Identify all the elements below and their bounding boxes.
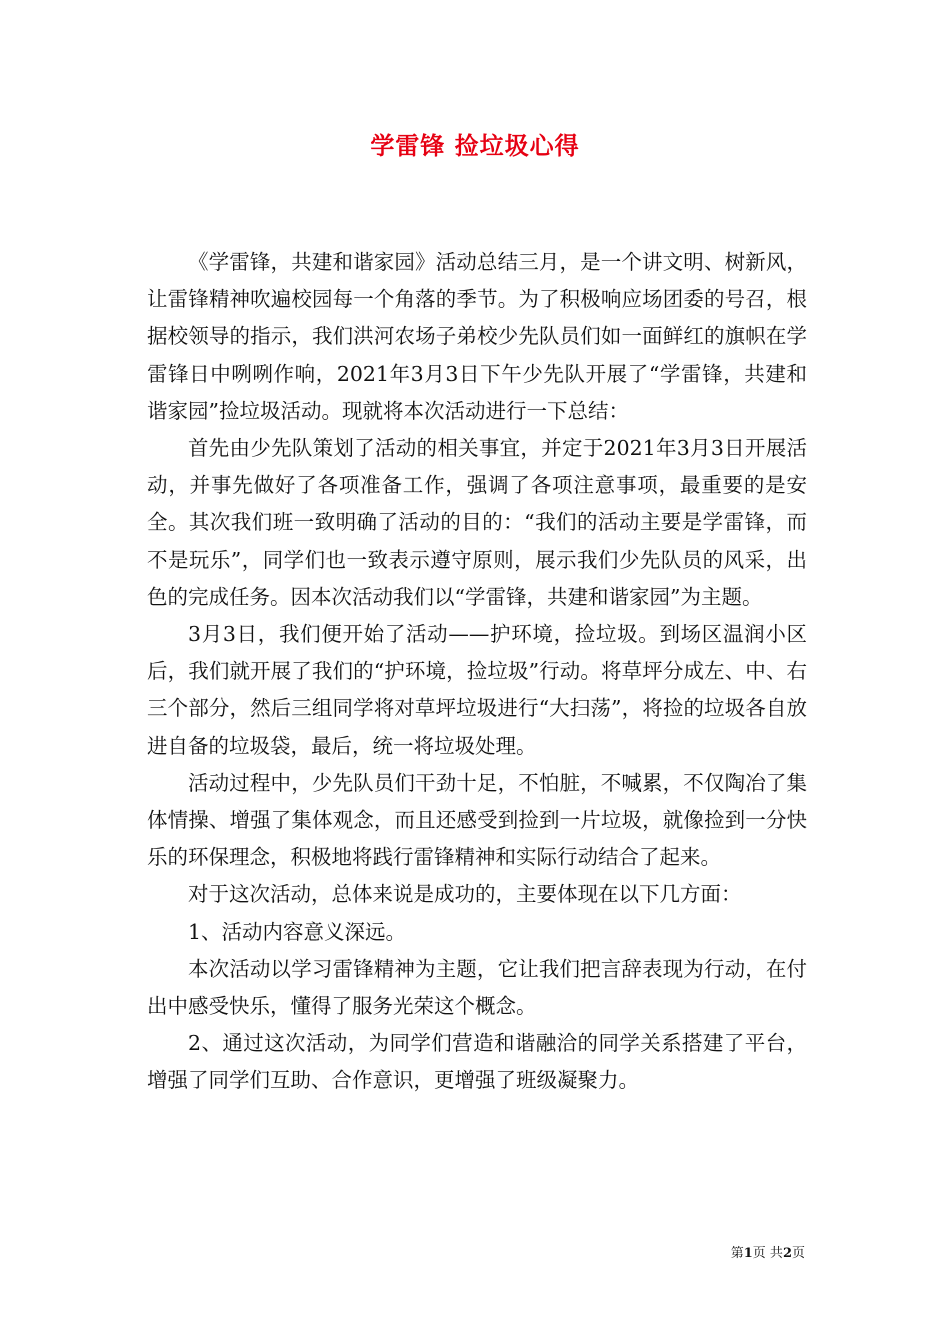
paragraph: 活动过程中，少先队员们干劲十足，不怕脏，不喊累，不仅陶冶了集体情操、增强了集体观念，而且还感受到捡到一片垃圾，就像捡到一分快乐的环保理念，积极地将践行雷锋精神和实际行动结合了起来。: [147, 770, 807, 870]
paragraph: 3月3日，我们便开始了活动——护环境，捡垃圾。到场区温润小区后，我们就开展了我们的“护环境，捡垃圾”行动。将草坪分成左、中、右三个部分，然后三组同学将对草坪垃圾进行“大扫荡”，将捡的垃圾各自放进自备的垃圾袋，最后，统一将垃圾处理。: [147, 622, 807, 758]
footer-prefix: 第: [730, 1246, 744, 1261]
total-page-number: 2: [782, 1246, 792, 1261]
paragraph: 1、活动内容意义深远。: [188, 919, 407, 944]
paragraph: 《学雷锋，共建和谐家园》活动总结三月，是一个讲文明、树新风，让雷锋精神吹遍校园每一个角落的季节。为了积极响应场团委的号召，根据校领导的指示，我们洪河农场子弟校少先队员们如一面鲜红的旗帜在学雷锋日中咧咧作响，2021年3月3日下午少先队开展了“学雷锋，共建和谐家园”捡垃圾活动。现就将本次活动进行一下总结：: [147, 250, 807, 423]
footer-middle: 页 共: [752, 1246, 783, 1261]
page-number-footer: [731, 1245, 805, 1263]
paragraph: 首先由少先队策划了活动的相关事宜，并定于2021年3月3日开展活动，并事先做好了各项准备工作，强调了各项注意事项，最重要的是安全。其次我们班一致明确了活动的目的：“我们的活动主要是学雷锋，而不是玩乐”，同学们也一致表示遵守原则，展示我们少先队员的风采，出色的完成任务。因本次活动我们以“学雷锋，共建和谐家园”为主题。: [147, 436, 807, 609]
paragraph: 2、通过这次活动，为同学们营造和谐融洽的同学关系搭建了平台，增强了同学们互助、合作意识，更增强了班级凝聚力。: [147, 1031, 807, 1093]
document-body: [147, 244, 807, 1100]
paragraph: 本次活动以学习雷锋精神为主题，它让我们把言辞表现为行动，在付出中感受快乐，懂得了服务光荣这个概念。: [147, 956, 807, 1019]
document-title: 学雷锋 捡垃圾心得: [370, 131, 580, 160]
paragraph: 对于这次活动，总体来说是成功的，主要体现在以下几方面：: [188, 882, 742, 907]
footer-suffix: 页: [791, 1246, 805, 1261]
current-page-number: 1: [743, 1246, 753, 1261]
